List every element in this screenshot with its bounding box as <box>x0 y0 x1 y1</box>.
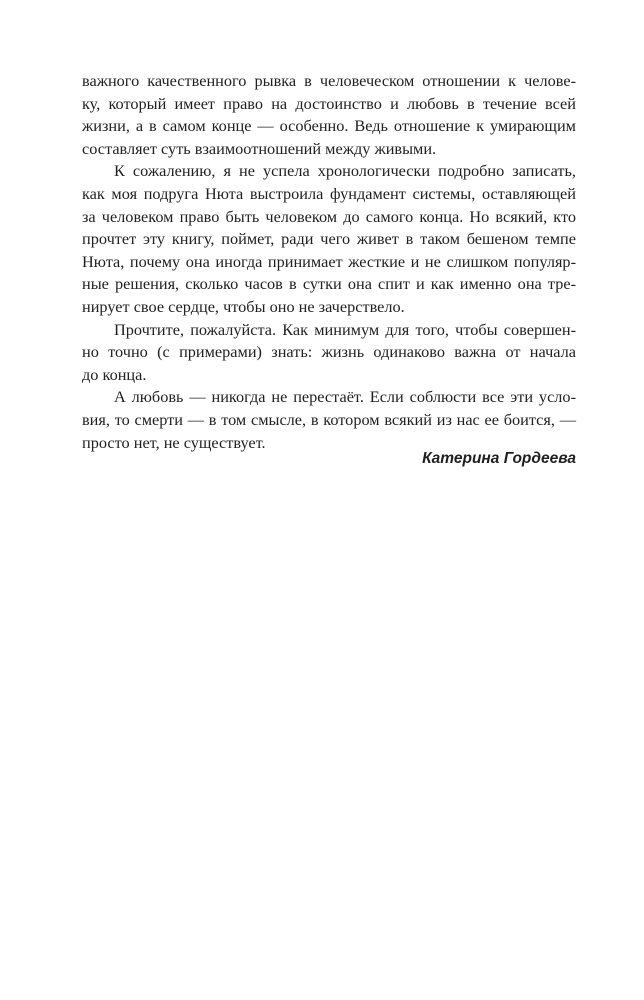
text-line: жизни, а в самом конце — особенно. Ведь отношение к умирающим <box>82 116 576 136</box>
text-line: прочтет эту книгу, поймет, ради чего живет в таком бешеном темпе <box>82 229 576 249</box>
text-line: ку, который имеет право на достоинство и любовь в течение всей <box>82 93 576 113</box>
text-line: вия, то смерти — в том смысле, в котором всякий из нас ее боится, — <box>82 409 576 429</box>
text-line: составляет суть взаимоотношений между живыми. <box>82 138 437 158</box>
text-line: за человеком право быть человеком до самого конца. Но всякий, кто <box>82 206 576 226</box>
text-line: Нюта, почему она иногда принимает жесткие и не слишком популяр- <box>82 251 576 271</box>
paragraph <box>82 386 576 454</box>
text-line: важного качественного рывка в человеческом отношении к челове- <box>82 71 576 90</box>
paragraph <box>82 319 576 387</box>
text-line: Прочтите, пожалуйста. Как минимум для того, чтобы совершен- <box>114 319 576 339</box>
text-line: до конца. <box>82 364 147 384</box>
paragraph <box>82 70 576 160</box>
text-line: ные решения, сколько часов в сутки она спит и как именно она тре- <box>82 274 576 294</box>
text-line: как моя подруга Нюта выстроила фундамент системы, оставляющей <box>82 183 576 203</box>
text-line: нирует свое сердце, чтобы оно не зачерствело. <box>82 296 405 316</box>
text-line: А любовь — никогда не перестаёт. Если соблюсти все эти усло- <box>114 387 576 407</box>
text-line: просто нет, не существует. <box>82 432 266 452</box>
paragraph <box>82 160 576 318</box>
author-signature: Катерина Гордеева <box>422 450 576 467</box>
body-text <box>82 70 576 454</box>
text-line: но точно (с примерами) знать: жизнь одинаково важна от начала <box>82 342 576 362</box>
text-line: К сожалению, я не успела хронологически подробно записать, <box>114 161 576 181</box>
